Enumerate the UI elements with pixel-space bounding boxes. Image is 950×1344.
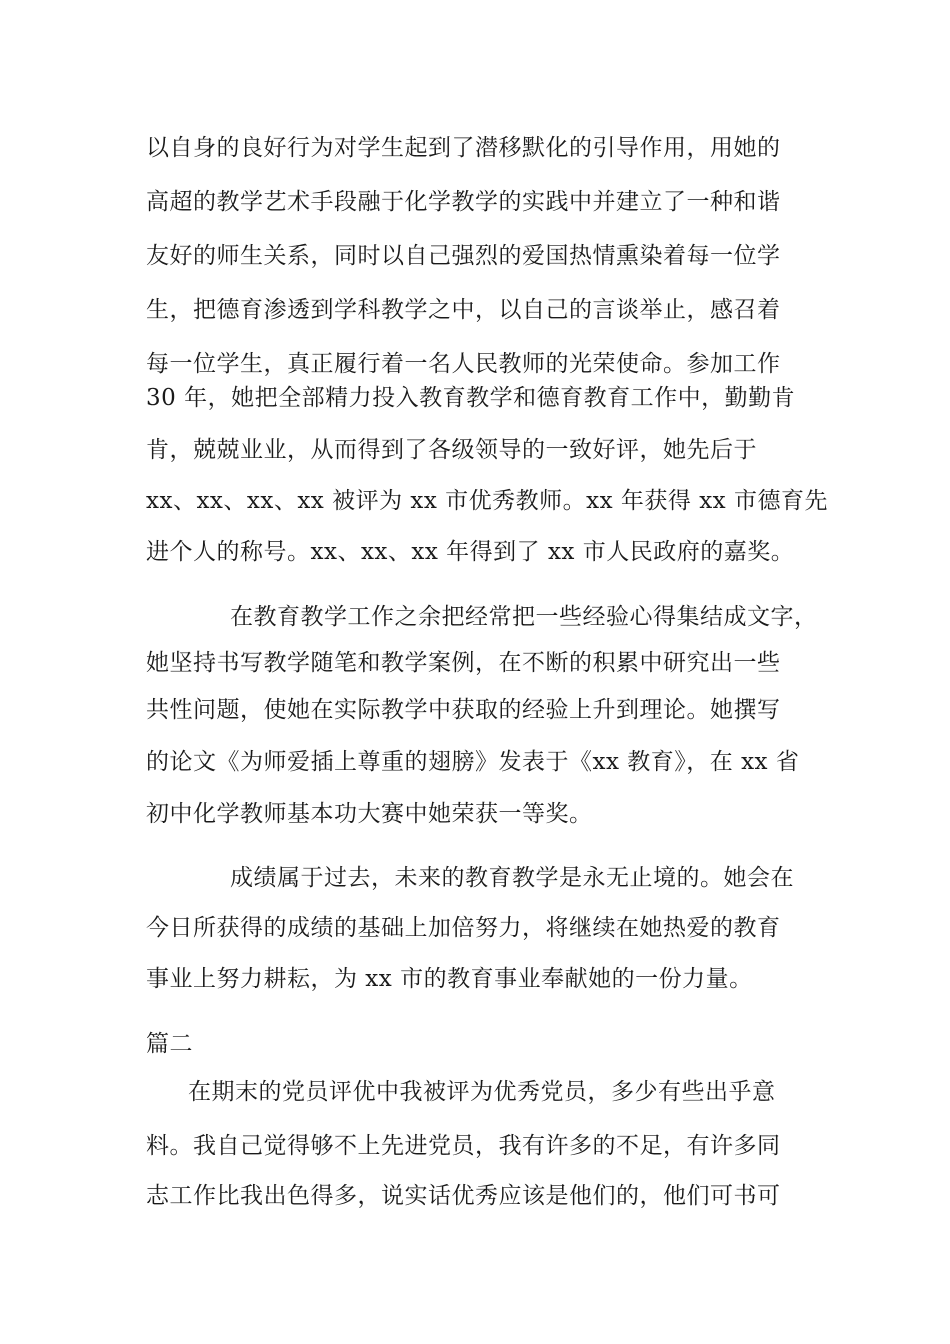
paragraph-line: 在期末的党员评优中我被评为优秀党员，多少有些出乎意 — [188, 1079, 776, 1105]
paragraph-line: 肯，兢兢业业，从而得到了各级领导的一致好评，她先后于 — [146, 437, 757, 463]
paragraph-line: 以自身的良好行为对学生起到了潜移默化的引导作用，用她的 — [146, 135, 781, 161]
paragraph-line: 每一位学生，真正履行着一名人民教师的光荣使命。参加工作 — [146, 351, 781, 377]
paragraph-line: 生，把德育渗透到学科教学之中，以自己的言谈举止，感召着 — [146, 297, 781, 323]
paragraph-line: 30 年，她把全部精力投入教育教学和德育教育工作中，勤勤肯 — [146, 385, 796, 411]
paragraph-line: 料。我自己觉得够不上先进党员，我有许多的不足，有许多同 — [146, 1133, 781, 1159]
paragraph-line: xx、xx、xx、xx 被评为 xx 市优秀教师。xx 年获得 xx 市德育先 — [146, 488, 828, 514]
paragraph-line: 她坚持书写教学随笔和教学案例，在不断的积累中研究出一些 — [146, 650, 781, 676]
section-heading: 篇二 — [146, 1031, 193, 1057]
paragraph-line: 的论文《为师爱插上尊重的翅膀》发表于《xx 教育》，在 xx 省 — [146, 749, 800, 775]
paragraph-line: 共性问题，使她在实际教学中获取的经验上升到理论。她撰写 — [146, 697, 781, 723]
paragraph-line: 高超的教学艺术手段融于化学教学的实践中并建立了一种和谐 — [146, 189, 781, 215]
paragraph-line: 初中化学教师基本功大赛中她荣获一等奖。 — [146, 801, 593, 827]
paragraph-line: 事业上努力耕耘，为 xx 市的教育事业奉献她的一份力量。 — [146, 966, 753, 992]
paragraph-line: 友好的师生关系，同时以自己强烈的爱国热情熏染着每一位学 — [146, 243, 781, 269]
paragraph-line: 进个人的称号。xx、xx、xx 年得到了 xx 市人民政府的嘉奖。 — [146, 539, 795, 565]
paragraph-line: 成绩属于过去，未来的教育教学是永无止境的。她会在 — [230, 865, 794, 891]
paragraph-line: 今日所获得的成绩的基础上加倍努力，将继续在她热爱的教育 — [146, 915, 781, 941]
paragraph-line: 志工作比我出色得多，说实话优秀应该是他们的，他们可书可 — [146, 1183, 781, 1209]
paragraph-line: 在教育教学工作之余把经常把一些经验心得集结成文字， — [230, 604, 818, 630]
